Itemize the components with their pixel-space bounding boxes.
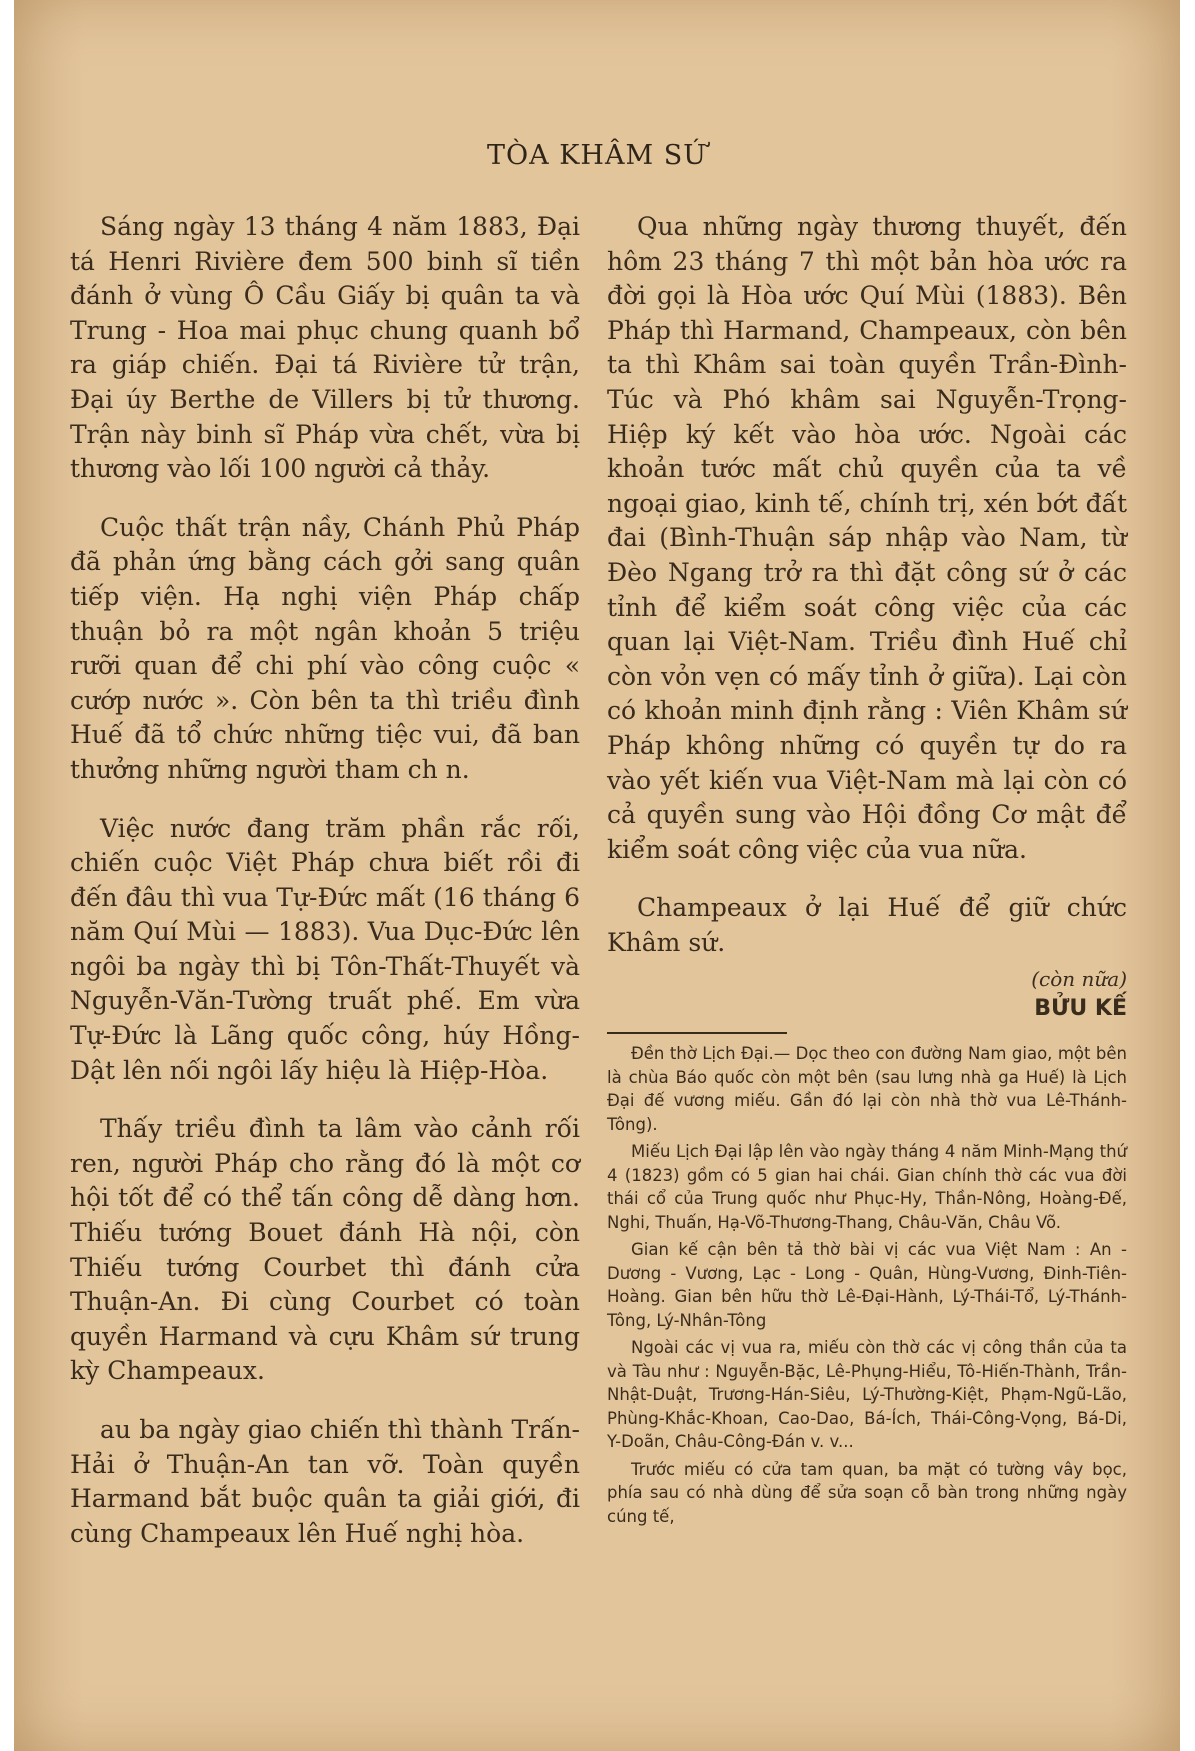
paragraph: Thấy triều đình ta lâm vào cảnh rối ren, người Pháp cho rằng đó là một cơ hội tốt để có thể tấn công dễ dàng hơn. Thiếu tướng Bouet đánh Hà nội, còn Thiếu tướng Courbet thì đánh cửa Thuận-An. Đi cùng Courbet có toàn quyền Harmand và cựu Khâm sứ trung kỳ Champeaux. (70, 1114, 580, 1386)
footnote: Ngoài các vị vua ra, miếu còn thờ các vị công thần của ta và Tàu như : Nguyễn-Bặc, Lê-Phụng-Hiểu, Tô-Hiến-Thành, Trần-Nhật-Duật, Trương-Hán-Siêu, Lý-Thường-Kiệt, Phạm-Ngũ-Lão, Phùng-Khắc-Khoan, Cao-Dao, Bá-Ích, Thái-Công-Vọng, Bá-Di, Y-Doãn, Châu-Công-Đán v. v... (607, 1338, 1127, 1452)
paragraph: Cuộc thất trận nầy, Chánh Phủ Pháp đã phản ứng bằng cách gởi sang quân tiếp viện. Hạ nghị viện Pháp chấp thuận bỏ ra một ngân khoản 5 triệu rưỡi quan để chi phí vào công cuộc « cướp nước ». Còn bên ta thì triều đình Huế đã tổ chức những tiệc vui, đã ban thưởng những người tham ch n. (70, 512, 580, 784)
footnotes (607, 1042, 1127, 1528)
paragraph: Sáng ngày 13 tháng 4 năm 1883, Đại tá Henri Rivière đem 500 binh sĩ tiền đánh ở vùng Ô Cầu Giấy bị quân ta và Trung - Hoa mai phục chung quanh bổ ra giáp chiến. Đại tá Rivière tử trận, Đại úy Berthe de Villers bị tử thương. Trận này binh sĩ Pháp vừa chết, vừa bị thương vào lối 100 người cả thảy. (70, 212, 580, 484)
book-page (14, 0, 1180, 1751)
paragraph: au ba ngày giao chiến thì thành Trấn-Hải ở Thuận-An tan vỡ. Toàn quyền Harmand bắt buộc quân ta giải giới, đi cùng Champeaux lên Huế nghị hòa. (70, 1415, 580, 1548)
paragraph: Việc nước đang trăm phần rắc rối, chiến cuộc Việt Pháp chưa biết rồi đi đến đâu thì vua Tự-Đức mất (16 tháng 6 năm Quí Mùi — 1883). Vua Dục-Đức lên ngôi ba ngày thì bị Tôn-Thất-Thuyết và Nguyễn-Văn-Tường truất phế. Em vừa Tự-Đức là Lãng quốc công, húy Hồng-Dật lên nối ngôi lấy hiệu là Hiệp-Hòa. (70, 813, 580, 1085)
footnote: Đền thờ Lịch Đại.— Dọc theo con đường Nam giao, một bên là chùa Báo quốc còn một bên (sau lưng nhà ga Huế) là Lịch Đại đế vương miếu. Gần đó lại còn nhà thờ vua Lê-Thánh-Tông). (607, 1044, 1127, 1134)
footnote: Gian kế cận bên tả thờ bài vị các vua Việt Nam : An - Dương - Vương, Lạc - Long - Quân, Hùng-Vương, Đinh-Tiên-Hoàng. Gian bên hữu thờ Lê-Đại-Hành, Lý-Thái-Tổ, Lý-Thánh-Tông, Lý-Nhân-Tông (607, 1240, 1127, 1330)
page-title: TÒA KHÂM SỨ (487, 140, 707, 171)
paragraph: Champeaux ở lại Huế để giữ chức Khâm sứ. (607, 893, 1127, 957)
author-name: BỬU KẾ (1034, 996, 1127, 1022)
paragraph: Qua những ngày thương thuyết, đến hôm 23 tháng 7 thì một bản hòa ước ra đời gọi là Hòa ước Quí Mùi (1883). Bên Pháp thì Harmand, Champeaux, còn bên ta thì Khâm sai toàn quyền Trần-Đình-Túc và Phó khâm sai Nguyễn-Trọng-Hiệp ký kết vào hòa ước. Ngoài các khoản tước mất chủ quyền của ta về ngoại giao, kinh tế, chính trị, xén bớt đất đai (Bình-Thuận sáp nhập vào Nam, từ Đèo Ngang trở ra thì đặt công sứ ở các tỉnh để kiểm soát công việc của các quan lại Việt-Nam. Triều đình Huế chỉ còn vỏn vẹn có mấy tỉnh ở giữa). Lại còn có khoản minh định rằng : Viên Khâm sứ Pháp không những có quyền tự do ra vào yết kiến vua Việt-Nam mà lại còn có cả quyền sung vào Hội đồng Cơ mật để kiểm soát công việc của vua nữa. (607, 212, 1127, 864)
continued-note: (còn nữa) (1031, 967, 1127, 992)
footnote-divider (607, 1032, 787, 1034)
footnote: Miếu Lịch Đại lập lên vào ngày tháng 4 năm Minh-Mạng thứ 4 (1823) gồm có 5 gian hai chái. Gian chính thờ các vua đời thái cổ của Trung quốc như Phục-Hy, Thần-Nông, Hoàng-Đế, Nghi, Thuấn, Hạ-Võ-Thương-Thang, Châu-Văn, Châu Võ. (607, 1142, 1127, 1232)
right-column (607, 210, 1127, 1532)
footnote: Trước miếu có cửa tam quan, ba mặt có tường vây bọc, phía sau có nhà dùng để sửa soạn cỗ bàn trong những ngày cúng tế, (607, 1459, 1127, 1526)
left-column (70, 210, 580, 1575)
